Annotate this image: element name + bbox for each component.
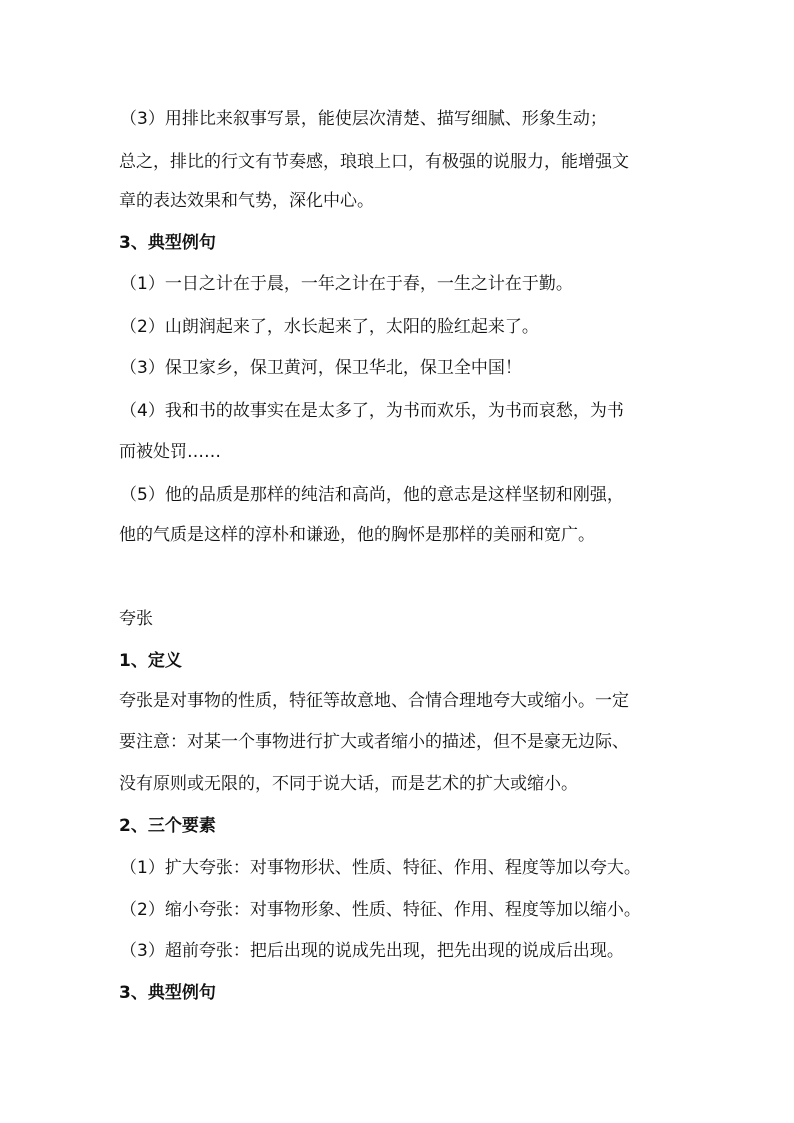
hyperbole-definition-line-2: 要注意：对某一个事物进行扩大或者缩小的描述，但不是豪无边际、 [119,732,629,752]
parallelism-summary-line-2: 章的表达效果和气势，深化中心。 [119,191,374,211]
hyperbole-element-1: （1）扩大夸张：对事物形状、性质、特征、作用、程度等加以夸大。 [120,858,641,878]
parallelism-example-4-line-1: （4）我和书的故事实在是太多了，为书而欢乐，为书而哀愁，为书 [120,401,624,421]
hyperbole-definition-heading: 1、定义 [119,651,182,671]
parallelism-example-5-line-2: 他的气质是这样的淳朴和谦逊，他的胸怀是那样的美丽和宽广。 [119,525,595,545]
hyperbole-definition-line-3: 没有原则或无限的，不同于说大话，而是艺术的扩大或缩小。 [119,774,578,794]
hyperbole-title: 夸张 [119,609,153,629]
hyperbole-element-3: （3）超前夸张：把后出现的说成先出现，把先出现的说成后出现。 [120,941,624,961]
hyperbole-examples-heading: 3、典型例句 [119,983,216,1003]
hyperbole-element-2: （2）缩小夸张：对事物形象、性质、特征、作用、程度等加以缩小。 [120,900,641,920]
parallelism-example-2: （2）山朗润起来了，水长起来了，太阳的脸红起来了。 [120,317,539,337]
hyperbole-definition-line-1: 夸张是对事物的性质，特征等故意地、合情合理地夸大或缩小。一定 [119,691,629,711]
parallelism-example-3: （3）保卫家乡，保卫黄河，保卫华北，保卫全中国！ [120,358,522,378]
parallelism-examples-heading: 3、典型例句 [119,233,216,253]
parallelism-example-4-line-2: 而被处罚…… [119,442,221,462]
hyperbole-elements-heading: 2、三个要素 [119,816,216,836]
parallelism-example-5-line-1: （5）他的品质是那样的纯洁和高尚，他的意志是这样坚韧和刚强， [120,485,624,505]
parallelism-summary-line-1: 总之，排比的行文有节奏感，琅琅上口，有极强的说服力，能增强文 [119,152,629,172]
parallelism-item-3: （3）用排比来叙事写景，能使层次清楚、描写细腻、形象生动； [120,109,607,129]
parallelism-example-1: （1）一日之计在于晨，一年之计在于春，一生之计在于勤。 [120,274,573,294]
